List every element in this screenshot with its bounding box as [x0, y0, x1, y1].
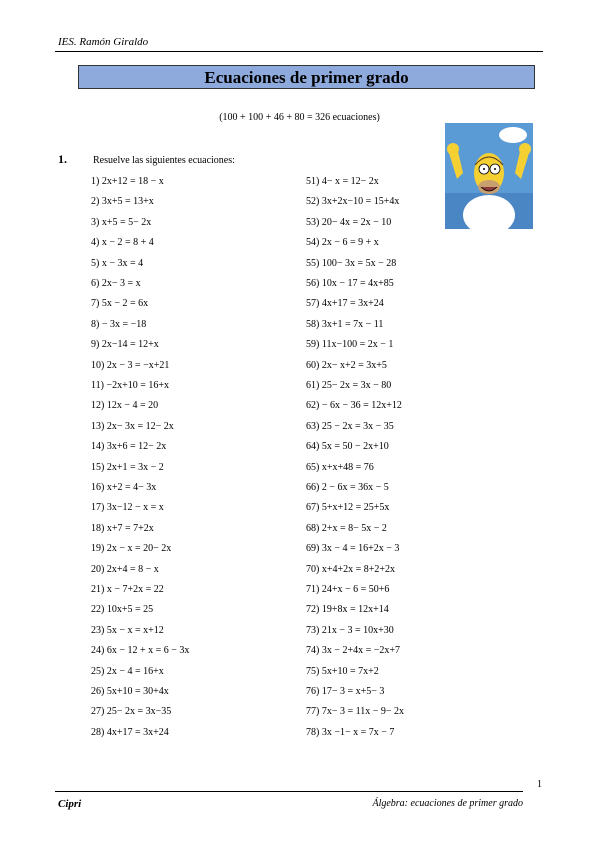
equation-item: 58) 3x+1 = 7x − 11 [306, 318, 384, 330]
equation-item: 18) x+7 = 7+2x [91, 522, 154, 534]
equation-item: 71) 24+x − 6 = 50+6 [306, 584, 390, 595]
equation-item: 78) 3x −1− x = 7x − 7 [306, 726, 395, 738]
equation-item: 24) 6x − 12 + x = 6 − 3x [91, 645, 190, 657]
equation-item: 13) 2x− 3x = 12− 2x [91, 420, 174, 432]
equation-item: 10) 2x − 3 = −x+21 [91, 359, 170, 371]
equation-item: 62) − 6x − 36 = 12x+12 [306, 400, 402, 412]
equation-item: 76) 17− 3 = x+5− 3 [306, 686, 385, 697]
equation-item: 11) −2x+10 = 16+x [91, 380, 170, 391]
equation-item: 23) 5x − x = x+12 [91, 624, 164, 636]
equation-item: 6) 2x− 3 = x [91, 278, 141, 289]
equation-item: 3) x+5 = 5− 2x [91, 216, 152, 228]
equation-item: 1) 2x+12 = 18 − x [91, 176, 164, 187]
equation-item: 2) 3x+5 = 13+x [91, 196, 154, 208]
equation-item: 66) 2 − 6x = 36x − 5 [306, 482, 389, 493]
equation-item: 28) 4x+17 = 3x+24 [91, 726, 169, 738]
equation-item: 12) 12x − 4 = 20 [91, 400, 159, 412]
equation-item: 5) x − 3x = 4 [91, 257, 144, 269]
equation-item: 59) 11x−100 = 2x − 1 [306, 339, 394, 351]
equation-item: 8) − 3x = −18 [91, 318, 147, 330]
header-rule [55, 51, 543, 52]
equation-item: 60) 2x− x+2 = 3x+5 [306, 359, 387, 371]
equation-item: 15) 2x+1 = 3x − 2 [91, 461, 164, 473]
equation-item: 16) x+2 = 4− 3x [91, 482, 157, 493]
subtitle: (100 + 100 + 46 + 80 = 326 ecuaciones) [219, 112, 380, 123]
page-number: 1 [537, 779, 542, 790]
page-title: Ecuaciones de primer grado [78, 65, 535, 89]
equation-item: 26) 5x+10 = 30+4x [91, 686, 169, 697]
header-school: IES. Ramón Giraldo [58, 36, 149, 48]
homer-cartoon-image [445, 123, 533, 229]
equation-item: 56) 10x − 17 = 4x+85 [306, 278, 394, 289]
footer-rule [55, 791, 523, 792]
exercise-instruction: Resuelve las siguientes ecuaciones: [93, 155, 235, 166]
equation-item: 70) x+4+2x = 8+2+2x [306, 563, 396, 575]
equation-item: 9) 2x−14 = 12+x [91, 339, 159, 351]
equation-item: 53) 20− 4x = 2x − 10 [306, 216, 392, 228]
equation-item: 54) 2x − 6 = 9 + x [306, 237, 379, 249]
equation-item: 68) 2+x = 8− 5x − 2 [306, 522, 387, 534]
equation-item: 51) 4− x = 12− 2x [306, 176, 379, 187]
footer-author: Cipri [58, 798, 82, 810]
equation-item: 20) 2x+4 = 8 − x [91, 563, 159, 575]
equation-item: 17) 3x−12 − x = x [91, 502, 164, 514]
equation-item: 52) 3x+2x−10 = 15+4x [306, 196, 400, 208]
equation-item: 73) 21x − 3 = 10x+30 [306, 624, 394, 636]
equation-item: 67) 5+x+12 = 25+5x [306, 502, 390, 514]
exercise-number: 1. [58, 152, 67, 166]
equation-item: 72) 19+8x = 12x+14 [306, 604, 389, 616]
equation-item: 22) 10x+5 = 25 [91, 604, 154, 616]
equation-item: 61) 25− 2x = 3x − 80 [306, 380, 392, 391]
equation-item: 75) 5x+10 = 7x+2 [306, 665, 379, 677]
equation-item: 14) 3x+6 = 12− 2x [91, 441, 167, 453]
equation-item: 25) 2x − 4 = 16+x [91, 665, 164, 677]
equation-item: 64) 5x = 50 − 2x+10 [306, 441, 389, 453]
equation-item: 4) x − 2 = 8 + 4 [91, 237, 154, 249]
equation-item: 27) 25− 2x = 3x−35 [91, 706, 172, 718]
equation-item: 65) x+x+48 = 76 [306, 461, 374, 473]
equation-item: 21) x − 7+2x = 22 [91, 584, 164, 595]
equation-item: 69) 3x − 4 = 16+2x − 3 [306, 543, 400, 555]
equation-item: 55) 100− 3x = 5x − 28 [306, 257, 397, 269]
equation-item: 63) 25 − 2x = 3x − 35 [306, 420, 394, 432]
equation-item: 77) 7x− 3 = 11x − 9− 2x [306, 706, 405, 718]
equation-item: 57) 4x+17 = 3x+24 [306, 298, 384, 310]
equation-item: 7) 5x − 2 = 6x [91, 298, 149, 310]
equation-item: 74) 3x − 2+4x = −2x+7 [306, 645, 401, 657]
footer-subject: Álgebra: ecuaciones de primer grado [372, 798, 523, 809]
equation-item: 19) 2x − x = 20− 2x [91, 543, 172, 555]
